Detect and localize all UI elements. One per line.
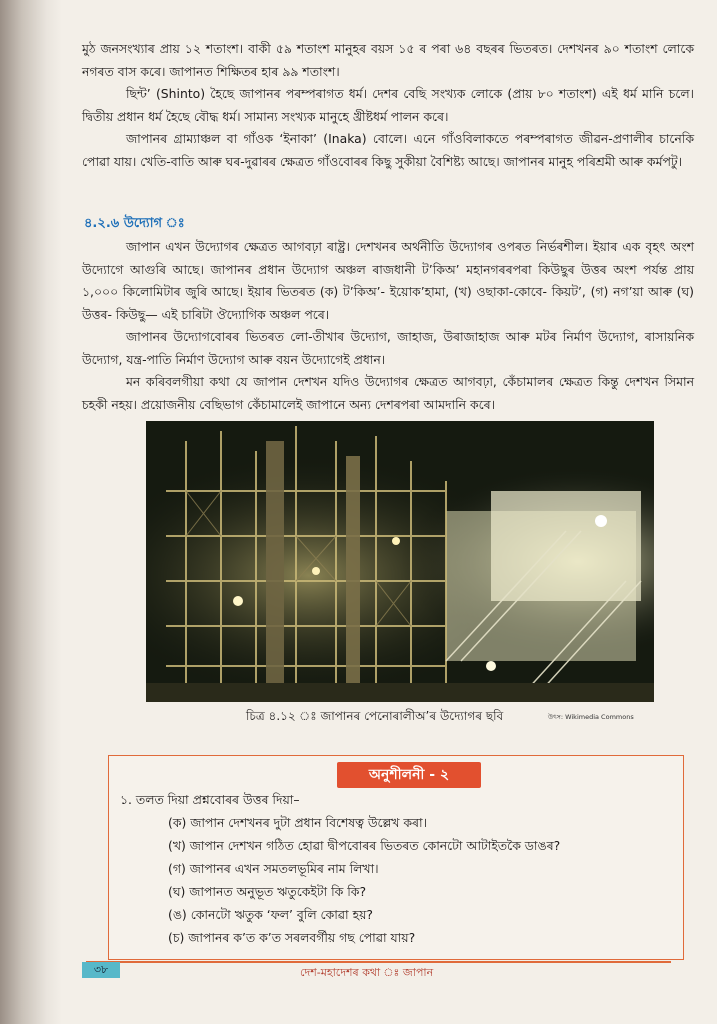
footer-divider — [86, 961, 671, 963]
figure-caption: চিত্ৰ ৪.১২ ঃ জাপানৰ পেনোৰালীঅ’ৰ উদ্যোগৰ ছবি — [246, 709, 504, 723]
running-title: দেশ-মহাদেশৰ কথা ঃ জাপান — [300, 966, 434, 979]
exercise-instruction: ১. তলত দিয়া প্ৰশ্নবোৰৰ উত্তৰ দিয়া– — [120, 792, 300, 807]
page-number: ৩৮ — [82, 962, 120, 978]
exercise-question: (চ) জাপানৰ ক’ত ক’ত সৰলবৰ্গীয় গছ পোৱা যায়? — [168, 930, 416, 945]
paragraph-main-industries: জাপানৰ উদ্যোগবোৰৰ ভিতৰত লো-তীখাৰ উদ্যোগ, জাহাজ, উৰাজাহাজ আৰু মটৰ নিৰ্মাণ উদ্যোগ, ৰাসায়নিক উদ্যোগ, যন্ত্ৰ-পাতি নিৰ্মাণ উদ্যোগ আৰু বয়ন উদ্যোগেই প্ৰধান। — [82, 329, 694, 367]
exercise-question: (ক) জাপান দেশখনৰ দুটা প্ৰধান বিশেষত্ব উল্লেখ কৰা। — [168, 815, 428, 830]
section-heading-industry: ৪.২.৬ উদ্যোগ ঃ — [84, 216, 185, 231]
paragraph-industry-regions: জাপান এখন উদ্যোগৰ ক্ষেত্ৰত আগবঢ়া ৰাষ্ট্ৰ। দেশখনৰ অৰ্থনীতি উদ্যোগৰ ওপৰত নিৰ্ভৰশীল। ইয়াৰ এক বৃহৎ অংশ উদ্যোগে আগুৰি আছে। জাপানৰ প্ৰধান উদ্যোগ অঞ্চল ৰাজধানী ট’কিঅ’ মহানগৰৰপৰা কিউছুৰ উত্তৰ অংশ পৰ্যন্ত প্ৰায় ১,০০০ কিলোমিটাৰ জুৰি আছে। ইয়াৰ ভিতৰত (ক) ট’কিঅ’- ইয়োক’হামা, (খ) ওছাকা-কোবে- কিয়ট’, (গ) নগ’য়া আৰু (ঘ) উত্তৰ- কিউছু— এই চাৰিটা ঔদ্যোগিক অঞ্চল পৰে। — [82, 239, 694, 322]
exercise-title: অনুশীলনী - ২ — [337, 762, 481, 788]
exercise-question: (ঘ) জাপানত অনুভূত ঋতুকেইটা কি কি? — [168, 884, 367, 899]
exercise-question: (ঙ) কোনটো ঋতুক ‘ফল’ বুলি কোৱা হয়? — [168, 907, 373, 922]
paragraph-villages: জাপানৰ গ্ৰাম্যাঞ্চল বা গাঁওক ‘ইনাকা’ (Inaka) বোলে। এনে গাঁওবিলাকতে পৰম্পৰাগত জীৱন-প্ৰণালীৰ চানেকি পোৱা যায়। খেতি-বাতি আৰু ঘৰ-দুৱাৰৰ ক্ষেত্ৰত গাঁওবোৰৰ কিছু সুকীয়া বৈশিষ্ট্য আছে। জাপানৰ মানুহ পৰিশ্ৰমী আৰু কৰ্মপটু। — [82, 131, 694, 169]
industrial-plant-photo — [146, 421, 654, 702]
paragraph-religion: ছিন্ট’ (Shinto) হৈছে জাপানৰ পৰম্পৰাগত ধৰ্ম। দেশৰ বেছি সংখ্যক লোকে (প্ৰায় ৮০ শতাংশ) এই ধৰ্ম মানি চলে। দ্বিতীয় প্ৰধান ধৰ্ম হৈছে বৌদ্ধ ধৰ্ম। সামান্য সংখ্যক মানুহে খ্ৰীষ্টধৰ্ম পালন কৰে। — [82, 86, 694, 124]
exercise-question: (গ) জাপানৰ এখন সমতলভূমিৰ নাম লিখা। — [168, 861, 379, 876]
paragraph-raw-materials: মন কৰিবলগীয়া কথা যে জাপান দেশখন যদিও উদ্যোগৰ ক্ষেত্ৰত আগবঢ়া, কেঁচামালৰ ক্ষেত্ৰত কিন্তু দেশখন সিমান চহকী নহয়। প্ৰয়োজনীয় বেছিভাগ কেঁচামালেই জাপানে অন্য দেশৰপৰা আমদানি কৰে। — [82, 374, 694, 412]
paragraph-population: মুঠ জনসংখ্যাৰ প্ৰায় ১২ শতাংশ। বাকী ৫৯ শতাংশ মানুহৰ বয়স ১৫ ৰ পৰা ৬৪ বছৰৰ ভিতৰত। দেশখনৰ ৯০ শতাংশ লোকে নগৰত বাস কৰে। জাপানত শিক্ষিতৰ হাৰ ৯৯ শতাংশ। — [82, 41, 694, 79]
figure-credit: উৎস: Wikimedia Commons — [548, 713, 634, 721]
exercise-question: (খ) জাপান দেশখন গঠিত হোৱা দ্বীপবোৰৰ ভিতৰত কোনটো আটাইতকৈ ডাঙৰ? — [168, 838, 561, 853]
